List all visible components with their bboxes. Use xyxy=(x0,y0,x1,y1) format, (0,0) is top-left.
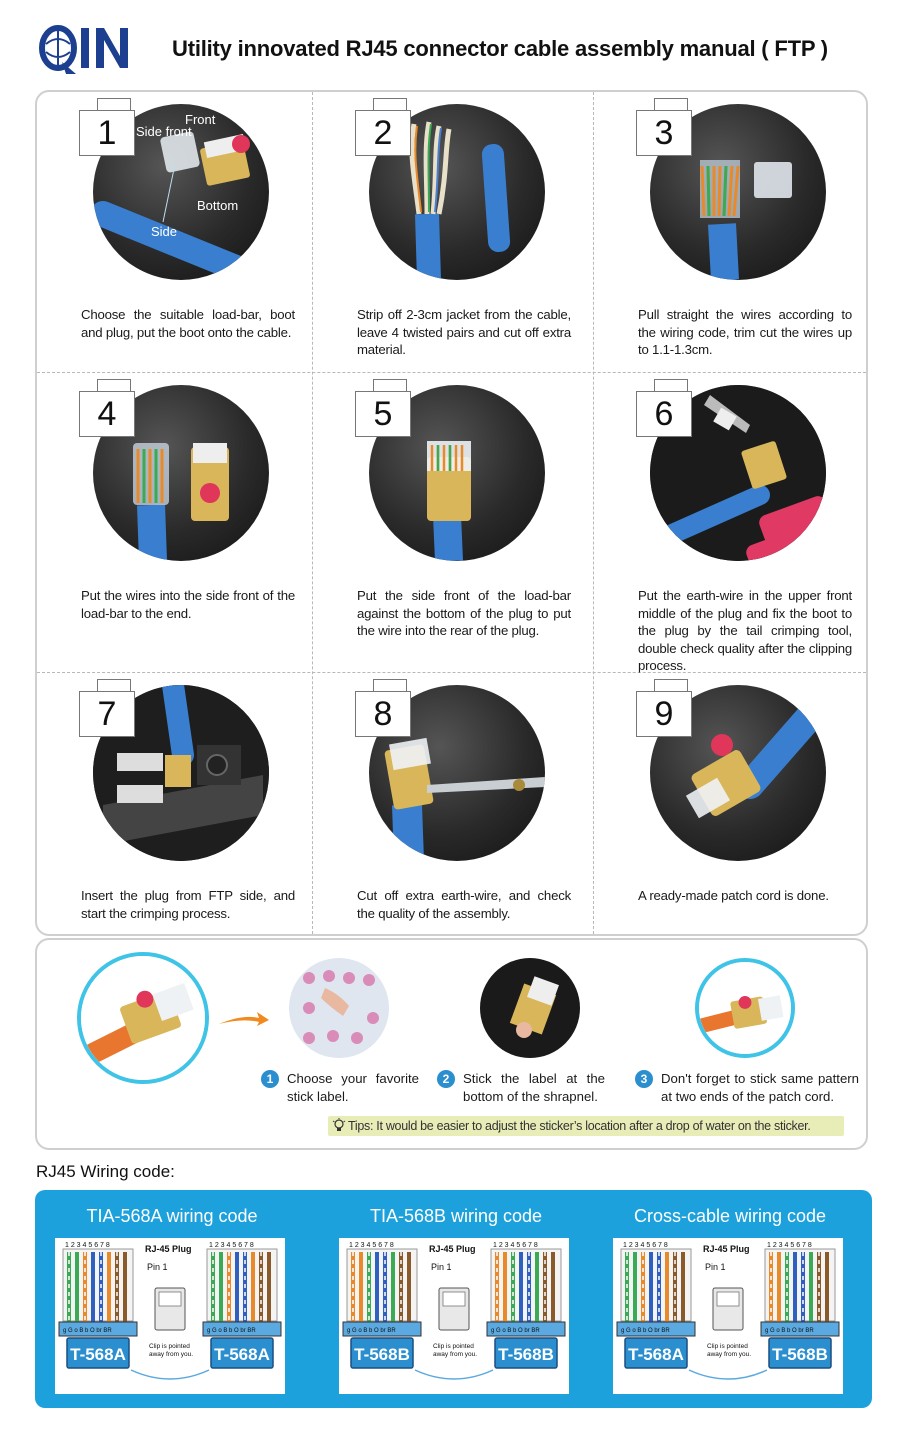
wiring-diagram xyxy=(339,1238,569,1394)
wiring-heading: RJ45 Wiring code: xyxy=(36,1162,175,1181)
color-codes: g G o B b O br BR xyxy=(207,1328,256,1334)
left-code-label: T-568B xyxy=(354,1345,410,1364)
plug-window xyxy=(443,1292,465,1306)
step-number-box xyxy=(79,687,135,737)
tip-text: Tips: It would be easier to adjust the sticker’s location after a drop of water on the sticker. xyxy=(348,1119,811,1133)
step-badge: 2 xyxy=(437,1070,455,1088)
step-description: Strip off 2-3cm jacket from the cable, leave 4 twisted pairs and cut off extra material. xyxy=(357,307,571,357)
pin-numbers: 1 2 3 4 5 6 7 8 xyxy=(623,1242,668,1249)
clip-note: away from you. xyxy=(149,1351,194,1358)
step-6 xyxy=(594,373,869,673)
wiring-cross-cable xyxy=(595,1190,865,1408)
step-description: Pull straight the wires according to the wiring code, trim cut the wires up to 1.1-1.3cm. xyxy=(638,307,852,357)
color-codes: g G o B b O br BR xyxy=(347,1328,396,1334)
plug-window xyxy=(717,1292,739,1306)
step-3 xyxy=(594,92,869,374)
step-number: 2 xyxy=(355,110,411,156)
clip-note: Clip is pointed xyxy=(707,1343,748,1350)
patch-cable xyxy=(415,1370,493,1379)
wiring-568b xyxy=(321,1190,591,1408)
left-code-label: T-568A xyxy=(628,1345,684,1364)
sticker-instruction-3 xyxy=(635,1070,860,1110)
wiring-title: TIA-568B wiring code xyxy=(369,1206,543,1226)
step-7 xyxy=(37,673,312,955)
color-codes: g G o B b O br BR xyxy=(765,1328,814,1334)
clip-note: Clip is pointed xyxy=(149,1343,190,1350)
step-number: 4 xyxy=(79,391,135,437)
wiring-diagram xyxy=(613,1238,843,1394)
label-front: Front xyxy=(185,112,216,127)
label-side: Side xyxy=(151,224,178,239)
arrow-icon xyxy=(217,1010,269,1030)
step-badge: 3 xyxy=(635,1070,653,1088)
pin-numbers: 1 2 3 4 5 6 7 8 xyxy=(349,1242,394,1249)
step-2 xyxy=(313,92,588,374)
sticker-panel xyxy=(35,938,868,1150)
sticker-instruction-2 xyxy=(437,1070,607,1110)
step-number-box xyxy=(79,387,135,437)
patch-cable xyxy=(131,1370,209,1379)
step-5 xyxy=(313,373,588,655)
lightbulb-icon xyxy=(332,1118,346,1134)
right-code-label: T-568B xyxy=(772,1345,828,1364)
sticker-step-3-photo xyxy=(695,958,795,1058)
step-number-box xyxy=(636,106,692,156)
pin-numbers: 1 2 3 4 5 6 7 8 xyxy=(767,1242,812,1249)
sticker-instruction-text: Choose your favorite stick label. xyxy=(287,1071,419,1104)
connector-body xyxy=(621,1249,691,1321)
step-number-box xyxy=(355,387,411,437)
rj45-plug-label: RJ-45 Plug xyxy=(145,1244,192,1254)
step-number-box xyxy=(355,687,411,737)
step-number-box xyxy=(636,687,692,737)
pin-numbers: 1 2 3 4 5 6 7 8 xyxy=(209,1242,254,1249)
sticker-instruction-text: Don't forget to stick same pattern at two ends of the patch cord. xyxy=(661,1071,859,1104)
right-code-label: T-568A xyxy=(214,1345,270,1364)
clip-note: Clip is pointed xyxy=(433,1343,474,1350)
qin-logo xyxy=(36,22,136,76)
step-number: 9 xyxy=(636,691,692,737)
clip-note: away from you. xyxy=(707,1351,752,1358)
pin-1-label: Pin 1 xyxy=(705,1262,726,1272)
plug-window xyxy=(159,1292,181,1306)
connector-body xyxy=(207,1249,277,1321)
connector-body xyxy=(347,1249,417,1321)
sticker-step-2-photo xyxy=(480,958,580,1058)
page-title: Utility innovated RJ45 connector cable assembly manual ( FTP ) xyxy=(172,36,828,61)
step-number-box xyxy=(355,106,411,156)
step-description: A ready-made patch cord is done. xyxy=(638,888,829,903)
tip-bar xyxy=(328,1116,844,1136)
step-number-box xyxy=(636,387,692,437)
rj45-plug-label: RJ-45 Plug xyxy=(429,1244,476,1254)
sticker-main-photo xyxy=(77,952,209,1084)
wiring-panel xyxy=(35,1190,872,1408)
step-description: Put the wires into the side front of the load-bar to the end. xyxy=(81,588,295,621)
step-number: 8 xyxy=(355,691,411,737)
pin-1-label: Pin 1 xyxy=(147,1262,168,1272)
step-number-box xyxy=(79,106,135,156)
wiring-title: Cross-cable wiring code xyxy=(633,1206,827,1226)
step-4 xyxy=(37,373,312,655)
wiring-title: TIA-568A wiring code xyxy=(86,1206,258,1226)
label-side-front: Side front xyxy=(136,124,192,139)
pin-numbers: 1 2 3 4 5 6 7 8 xyxy=(65,1242,110,1249)
step-badge: 1 xyxy=(261,1070,279,1088)
label-bottom: Bottom xyxy=(197,198,239,213)
patch-cable xyxy=(689,1370,767,1379)
color-codes: g G o B b O br BR xyxy=(491,1328,540,1334)
pin-numbers: 1 2 3 4 5 6 7 8 xyxy=(493,1242,538,1249)
connector-body xyxy=(765,1249,835,1321)
step-8 xyxy=(313,673,588,955)
color-codes: g G o B b O br BR xyxy=(621,1328,670,1334)
wiring-568a xyxy=(37,1190,307,1408)
color-codes: g G o B b O br BR xyxy=(63,1328,112,1334)
right-code-label: T-568B xyxy=(498,1345,554,1364)
step-1 xyxy=(37,92,312,374)
connector-body xyxy=(491,1249,561,1321)
step-9 xyxy=(594,673,869,955)
step-description: Put the side front of the load-bar against the bottom of the plug to put the wire into the rear of the plug. xyxy=(357,588,571,638)
connector-body xyxy=(63,1249,133,1321)
pin-1-label: Pin 1 xyxy=(431,1262,452,1272)
sticker-instruction-text: Stick the label at the bottom of the shrapnel. xyxy=(463,1071,605,1104)
assembly-steps-panel xyxy=(35,90,868,936)
step-description: Choose the suitable load-bar, boot and plug, put the boot onto the cable. xyxy=(81,307,295,340)
step-description: Insert the plug from FTP side, and start the crimping process. xyxy=(81,888,295,921)
step-description: Cut off extra earth-wire, and check the quality of the assembly. xyxy=(357,888,571,921)
clip-note: away from you. xyxy=(433,1351,478,1358)
left-code-label: T-568A xyxy=(70,1345,126,1364)
step-number: 5 xyxy=(355,391,411,437)
step-description: Put the earth-wire in the upper front middle of the plug and fix the boot to the plug by the tail crimping tool, double check quality after the clipping process. xyxy=(638,588,852,673)
sticker-step-1-photo xyxy=(289,958,389,1058)
step-number: 3 xyxy=(636,110,692,156)
step-number: 6 xyxy=(636,391,692,437)
wiring-diagram xyxy=(55,1238,285,1394)
step-number: 1 xyxy=(79,110,135,156)
sticker-instruction-1 xyxy=(261,1070,421,1110)
step-number: 7 xyxy=(79,691,135,737)
rj45-plug-label: RJ-45 Plug xyxy=(703,1244,750,1254)
